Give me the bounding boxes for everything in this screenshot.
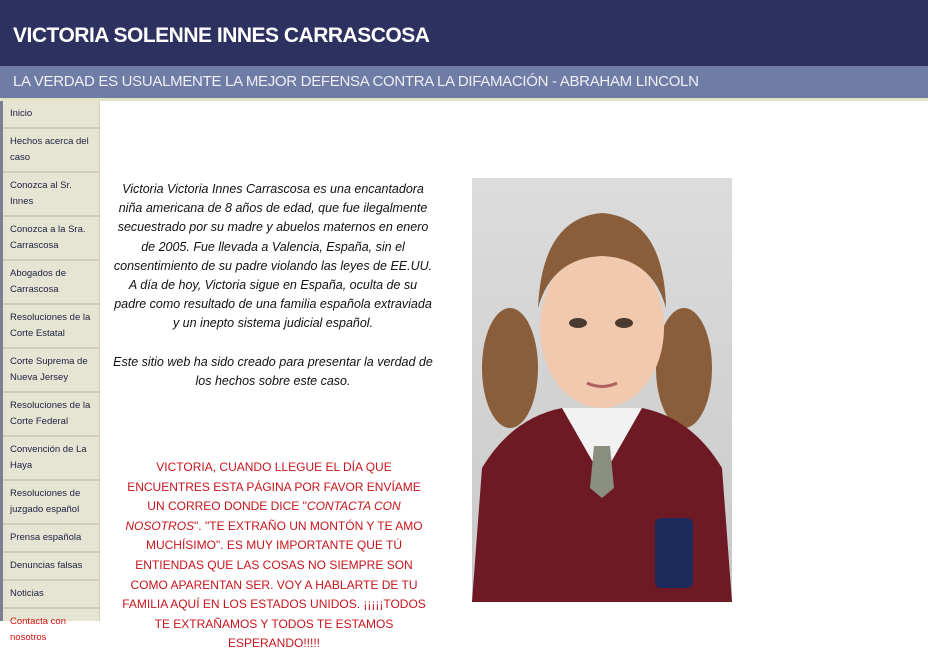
message-part: ". "TE EXTRAÑO UN MONTÓN Y TE AMO MUCHÍSIMO". ES MUY IMPORTANTE QUE TÚ ENTIENDAS QUE LAS COSAS NO SIEMPRE SON COMO APARENTAN SER. VOY A HABLARTE DE TU FAMILIA AQUÍ EN LOS ESTADOS UNIDOS. ¡¡¡¡¡TODOS TE EXTRAÑAMOS Y TODOS TE ESTAMOS ESPERANDO!!!!! bbox=[122, 518, 426, 651]
nav-prensa[interactable]: Prensa española bbox=[3, 525, 99, 553]
intro-text bbox=[112, 180, 434, 410]
site-subtitle: LA VERDAD ES USUALMENTE LA MEJOR DEFENSA CONTRA LA DIFAMACIÓN - ABRAHAM LINCOLN bbox=[0, 66, 928, 98]
nav-noticias[interactable]: Noticias bbox=[3, 581, 99, 609]
message-emphasis: CONTACTA CON NOSOTROS bbox=[125, 499, 401, 533]
site-title: VICTORIA SOLENNE INNES CARRASCOSA bbox=[0, 0, 928, 66]
divider bbox=[0, 98, 928, 101]
sidebar-nav bbox=[0, 101, 100, 643]
nav-inicio[interactable]: Inicio bbox=[3, 101, 99, 129]
nav-sra-carrascosa[interactable]: Conozca a la Sra. Carrascosa bbox=[3, 217, 99, 261]
portrait-image bbox=[472, 178, 732, 602]
nav-convencion-haya[interactable]: Convención de La Haya bbox=[3, 437, 99, 481]
nav-juzgado-espanol[interactable]: Resoluciones de juzgado español bbox=[3, 481, 99, 525]
nav-hechos[interactable]: Hechos acerca del caso bbox=[3, 129, 99, 173]
nav-corte-estatal[interactable]: Resoluciones de la Corte Estatal bbox=[3, 305, 99, 349]
message-part: VICTORIA, CUANDO LLEGUE EL DÍA QUE ENCUENTRES ESTA PÁGINA POR FAVOR ENVÍAME UN CORREO DONDE DICE " bbox=[127, 460, 421, 514]
nav-corte-federal[interactable]: Resoluciones de la Corte Federal bbox=[3, 393, 99, 437]
message-to-victoria bbox=[118, 458, 430, 654]
nav-contacta[interactable]: Contacta con nosotros bbox=[10, 616, 66, 643]
victoria-photo bbox=[472, 178, 732, 602]
nav-abogados[interactable]: Abogados de Carrascosa bbox=[3, 261, 99, 305]
intro-paragraph: Victoria Victoria Innes Carrascosa es una encantadora niña americana de 8 años de edad, que fue ilegalmente secuestrado por su madre y abuelos maternos en enero de 2005. Fue llevada a Valencia, España, sin el consentimiento de su padre violando las leyes de EE.UU. A día de hoy, Victoria sigue en España, oculta de su padre como resultado de una familia española extraviada y un inepto sistema judicial español. bbox=[113, 182, 433, 331]
nav-sr-innes[interactable]: Conozca al Sr. Innes bbox=[3, 173, 99, 217]
purpose-paragraph: Este sitio web ha sido creado para presentar la verdad de los hechos sobre este caso. bbox=[113, 354, 433, 388]
nav-denuncias[interactable]: Denuncias falsas bbox=[3, 553, 99, 581]
nav-corte-suprema[interactable]: Corte Suprema de Nueva Jersey bbox=[3, 349, 99, 393]
